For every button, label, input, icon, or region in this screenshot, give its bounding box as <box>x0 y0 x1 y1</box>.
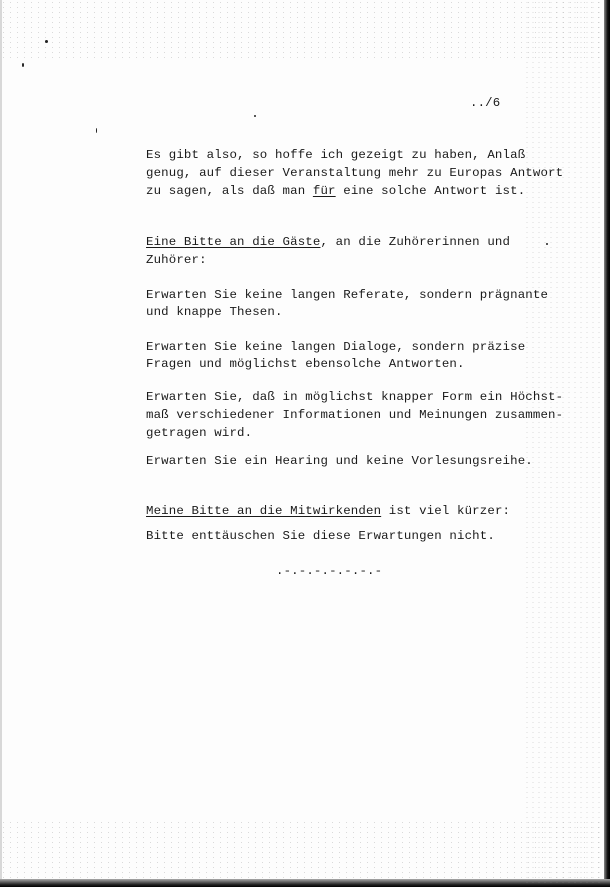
paragraph-6-line-1: Erwarten Sie ein Hearing und keine Vorlesungsreihe. <box>146 454 533 468</box>
paragraph-2-line-1-rest: , an die Zuhörerinnen und <box>320 235 511 249</box>
paragraph-5-line-2: maß verschiedener Informationen und Meinungen zusammen- <box>146 408 564 422</box>
paragraph-7-line-1-rest: ist viel kürzer: <box>381 504 511 518</box>
paragraph-1-line-2: genug, auf dieser Veranstaltung mehr zu Europas Antwort <box>146 166 564 180</box>
paragraph-5-line-3: getragen wird. <box>146 426 253 440</box>
scan-speck <box>22 63 24 67</box>
paragraph-2-line-2: Zuhörer: <box>146 253 207 267</box>
paragraph-1-line-1: Es gibt also, so hoffe ich gezeigt zu haben, Anlaß <box>146 148 526 162</box>
scan-border-left <box>0 0 2 887</box>
paragraph-1-line-3-start: zu sagen, als daß man <box>146 184 313 198</box>
paragraph-2-line-1 <box>146 233 510 251</box>
heading-contributors-request: Meine Bitte an die Mitwirkenden <box>146 504 382 518</box>
scan-border-bottom <box>0 879 610 887</box>
paragraph-1-line-3-end: eine solche Antwort ist. <box>335 184 526 198</box>
scan-speck <box>45 40 48 43</box>
scan-speck <box>96 128 97 133</box>
page-number-marker: ../6 <box>470 96 501 110</box>
paragraph-7-line-1 <box>146 502 510 520</box>
scan-noise-top <box>0 0 600 60</box>
paragraph-3-line-2: und knappe Thesen. <box>146 305 283 319</box>
end-of-text-mark: .-.-.-.-.-.-.- <box>276 564 383 578</box>
paragraph-4-line-1: Erwarten Sie keine langen Dialoge, sondern präzise <box>146 340 526 354</box>
paragraph-1-line-3 <box>146 182 525 200</box>
scan-noise-bottom <box>0 820 600 880</box>
paragraph-7-line-2: Bitte enttäuschen Sie diese Erwartungen nicht. <box>146 529 495 543</box>
paragraph-4-line-2: Fragen und möglichst ebensolche Antworten. <box>146 357 465 371</box>
emphasis-fuer: für <box>312 184 336 198</box>
paragraph-3-line-1: Erwarten Sie keine langen Referate, sondern prägnante <box>146 288 549 302</box>
scan-speck <box>546 243 548 245</box>
scan-speck <box>254 115 256 117</box>
scan-noise-right <box>524 0 604 887</box>
paragraph-5-line-1: Erwarten Sie, daß in möglichst knapper Form ein Höchst- <box>146 390 564 404</box>
heading-guests-request: Eine Bitte an die Gäste <box>146 235 321 249</box>
scan-border-right <box>604 0 610 887</box>
